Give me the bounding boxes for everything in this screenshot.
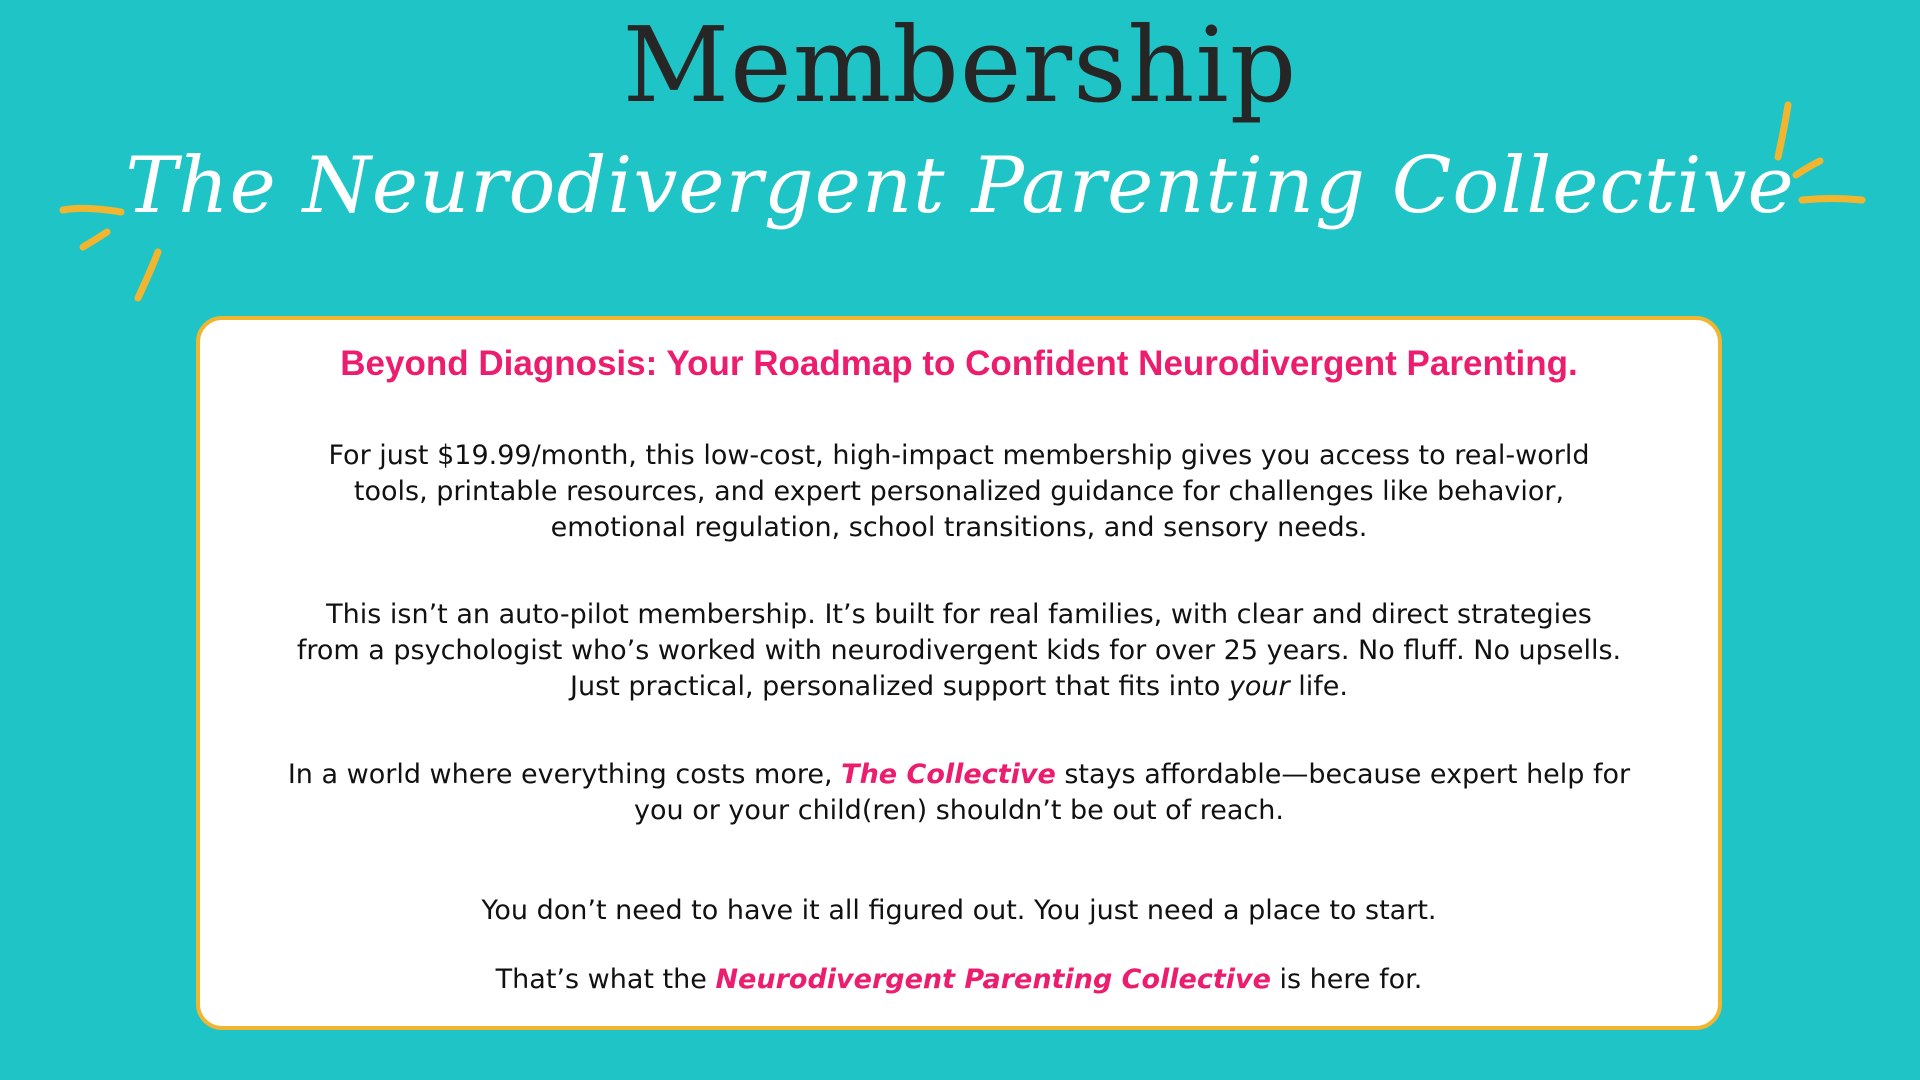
affordability-line-1 [240,757,1678,793]
closing-line-start: That’s what the [495,964,716,995]
affordability-line-1-start: In a world where everything costs more, [287,759,842,790]
approach-paragraph [240,597,1678,705]
affordability-line-2: you or your child(ren) shouldn’t be out of reach. [634,795,1284,826]
approach-line-3 [240,669,1678,705]
affordability-paragraph [240,757,1678,829]
reassurance-line: You don’t need to have it all figured out. You just need a place to start. [481,895,1437,926]
membership-info-card [196,316,1722,1030]
pricing-paragraph [240,438,1678,546]
approach-line-3-end: life. [1289,671,1348,702]
closing-line [240,962,1678,998]
approach-emphasis: your [1228,671,1290,702]
page-title: Membership [622,4,1298,126]
pricing-line-1: For just $19.99/month, this low-cost, high-impact membership gives you access to real-world [328,440,1590,471]
card-heading: Beyond Diagnosis: Your Roadmap to Confident Neurodivergent Parenting. [340,344,1578,383]
closing-line-end: is here for. [1270,964,1423,995]
collective-highlight: The Collective [841,759,1056,790]
approach-line-2: from a psychologist who’s worked with neurodivergent kids for over 25 years. No fluff. No upsells. [296,635,1622,666]
collective-name-highlight: Neurodivergent Parenting Collective [715,964,1271,995]
approach-line-1: This isn’t an auto-pilot membership. It’s built for real families, with clear and direct strategies [326,599,1592,630]
sparkle-lines-right-decoration [1750,95,1870,215]
pricing-line-2: tools, printable resources, and expert personalized guidance for challenges like behavior, [353,476,1565,507]
approach-line-3-start: Just practical, personalized support that fits into [570,671,1229,702]
subtitle: The Neurodivergent Parenting Collective [125,141,1795,231]
affordability-line-1-end: stays affordable—because expert help for [1055,759,1631,790]
pricing-line-3: emotional regulation, school transitions, and sensory needs. [550,512,1368,543]
